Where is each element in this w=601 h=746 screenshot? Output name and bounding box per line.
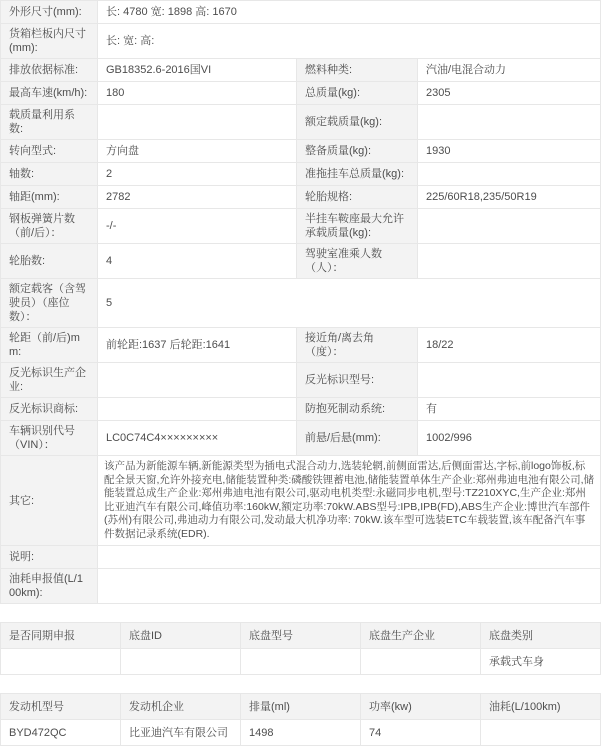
spec-label: 防抱死制动系统: (297, 398, 418, 421)
spec-value (418, 363, 601, 398)
engine-rows (1, 720, 601, 746)
spec-label: 钢板弹簧片数（前/后）： (1, 209, 98, 244)
spec-row (1, 398, 601, 421)
spec-value: 225/60R18,235/50R19 (418, 186, 601, 209)
spec-label: 其它: (1, 456, 98, 546)
vehicle-spec-rows (1, 1, 601, 604)
spec-value: -/- (98, 209, 297, 244)
spec-label: 总质量(kg): (297, 82, 418, 105)
spec-value (418, 209, 601, 244)
spec-value (98, 105, 297, 140)
spec-row (1, 82, 601, 105)
spec-value: 1930 (418, 140, 601, 163)
chassis-table (0, 622, 601, 675)
spec-row (1, 569, 601, 604)
spec-value: 该产品为新能源车辆,新能源类型为插电式混合动力,选装轮辋,前侧面雷达,后侧面雷达,字标,前logo饰板,标配全景天窗,允许外接充电,储能装置种类:磷酸铁锂蓄电池,储能装置单体生产企业:郑州弗迪电池有限公司,储能装置总成生产企业:郑州弗迪电池有限公司,驱动电机类型:永磁同步电机,型号:TZ210XYC,生产企业:郑州比亚迪汽车有限公司,峰值功率:160kW,额定功率:70kW.ABS型号:IPB,IPB(FD),ABS生产企业:博世汽车部件(苏州)有限公司,弗迪动力有限公司,发动最大机净功率: 70kW.该车型可选装ETC车载装置,该车配备汽车事件数据记录系统(EDR). (98, 456, 601, 546)
spec-value (418, 105, 601, 140)
spec-label: 说明: (1, 546, 98, 569)
spec-value (98, 569, 601, 604)
spec-value (418, 244, 601, 279)
spec-label: 前悬/后悬(mm): (297, 421, 418, 456)
chassis-header-cell: 底盘ID (121, 623, 241, 649)
spec-row (1, 328, 601, 363)
spec-value: 前轮距:1637 后轮距:1641 (98, 328, 297, 363)
spec-row (1, 140, 601, 163)
engine-row (1, 720, 601, 746)
chassis-cell (241, 649, 361, 675)
spec-label: 转向型式: (1, 140, 98, 163)
spec-value: 5 (98, 279, 601, 328)
chassis-header-cell: 底盘型号 (241, 623, 361, 649)
spec-label: 半挂车鞍座最大允许承载质量(kg): (297, 209, 418, 244)
chassis-cell (121, 649, 241, 675)
spec-row (1, 456, 601, 546)
chassis-cell: 承载式车身 (481, 649, 601, 675)
spec-value (98, 398, 297, 421)
spec-label: 油耗申报值(L/100km): (1, 569, 98, 604)
spec-value (418, 163, 601, 186)
spec-label: 最高车速(km/h): (1, 82, 98, 105)
engine-header-cell: 排量(ml) (241, 694, 361, 720)
engine-header-cell: 功率(kw) (361, 694, 481, 720)
spec-row (1, 186, 601, 209)
spec-label: 接近角/离去角（度）： (297, 328, 418, 363)
chassis-header-row (1, 623, 601, 649)
spec-row (1, 209, 601, 244)
spec-row (1, 546, 601, 569)
spec-row (1, 24, 601, 59)
chassis-cell (361, 649, 481, 675)
spec-value: GB18352.6-2016国VI (98, 59, 297, 82)
engine-header-cell: 发动机企业 (121, 694, 241, 720)
spec-label: 轮胎数: (1, 244, 98, 279)
engine-table (0, 693, 601, 746)
spec-row (1, 59, 601, 82)
chassis-header-cell: 是否同期申报 (1, 623, 121, 649)
spec-value: 1002/996 (418, 421, 601, 456)
spec-value: 18/22 (418, 328, 601, 363)
spec-label: 货箱栏板内尺寸(mm): (1, 24, 98, 59)
spec-label: 反光标识型号: (297, 363, 418, 398)
spec-value: 汽油/电混合动力 (418, 59, 601, 82)
spec-label: 轮距（前/后)mm: (1, 328, 98, 363)
engine-cell: 比亚迪汽车有限公司 (121, 720, 241, 746)
chassis-rows (1, 649, 601, 675)
chassis-header-cell: 底盘类别 (481, 623, 601, 649)
spec-value: 2 (98, 163, 297, 186)
engine-cell: BYD472QC (1, 720, 121, 746)
chassis-header-cell: 底盘生产企业 (361, 623, 481, 649)
spec-row (1, 421, 601, 456)
engine-header-cell: 油耗(L/100km) (481, 694, 601, 720)
spec-label: 准拖挂车总质量(kg): (297, 163, 418, 186)
spec-row (1, 1, 601, 24)
spec-label: 反光标识商标: (1, 398, 98, 421)
engine-header-row (1, 694, 601, 720)
spec-value: 2782 (98, 186, 297, 209)
spec-row (1, 279, 601, 328)
spec-row (1, 163, 601, 186)
chassis-row (1, 649, 601, 675)
spec-value: 长: 4780 宽: 1898 高: 1670 (98, 1, 601, 24)
spec-label: 轴数: (1, 163, 98, 186)
spec-row (1, 363, 601, 398)
spec-label: 外形尺寸(mm): (1, 1, 98, 24)
spec-label: 反光标识生产企业: (1, 363, 98, 398)
spec-row (1, 244, 601, 279)
spec-row (1, 105, 601, 140)
engine-cell: 1498 (241, 720, 361, 746)
spec-label: 整备质量(kg): (297, 140, 418, 163)
spec-label: 载质量利用系数: (1, 105, 98, 140)
spec-value: 2305 (418, 82, 601, 105)
spec-label: 车辆识别代号（VIN）： (1, 421, 98, 456)
spec-value: 方向盘 (98, 140, 297, 163)
spec-label: 轴距(mm): (1, 186, 98, 209)
spec-value: 180 (98, 82, 297, 105)
engine-cell: 74 (361, 720, 481, 746)
spec-value: LC0C74C4××××××××× (98, 421, 297, 456)
spec-label: 额定载客（含驾驶员）（座位数）： (1, 279, 98, 328)
spec-value (98, 546, 601, 569)
spec-label: 额定载质量(kg): (297, 105, 418, 140)
spec-label: 驾驶室准乘人数（人）： (297, 244, 418, 279)
spec-label: 轮胎规格: (297, 186, 418, 209)
spec-value: 有 (418, 398, 601, 421)
engine-cell (481, 720, 601, 746)
spec-label: 排放依据标准: (1, 59, 98, 82)
spec-value (98, 363, 297, 398)
spec-label: 燃料种类: (297, 59, 418, 82)
engine-header-cell: 发动机型号 (1, 694, 121, 720)
spec-value: 长: 宽: 高: (98, 24, 601, 59)
spec-value: 4 (98, 244, 297, 279)
chassis-cell (1, 649, 121, 675)
